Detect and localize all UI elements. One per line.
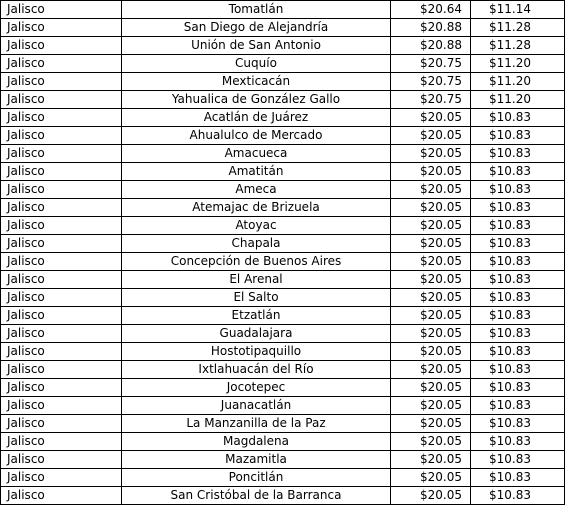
municipality-cell: Cuquío	[122, 55, 391, 73]
table-row	[1, 73, 565, 91]
secondary-price-cell: $11.20	[471, 91, 565, 109]
secondary-price-cell: $10.83	[471, 343, 565, 361]
secondary-price-cell: $10.83	[471, 487, 565, 505]
table-row	[1, 37, 565, 55]
municipality-cell: San Diego de Alejandría	[122, 19, 391, 37]
price-cell: $20.05	[391, 109, 471, 127]
price-cell: $20.05	[391, 163, 471, 181]
municipality-cell: Jocotepec	[122, 379, 391, 397]
price-cell: $20.05	[391, 433, 471, 451]
secondary-price-cell: $10.83	[471, 325, 565, 343]
price-cell: $20.88	[391, 19, 471, 37]
table-row	[1, 415, 565, 433]
municipality-cell: Ameca	[122, 181, 391, 199]
price-cell: $20.05	[391, 469, 471, 487]
price-cell: $20.88	[391, 37, 471, 55]
secondary-price-cell: $10.83	[471, 415, 565, 433]
state-cell: Jalisco	[1, 487, 122, 505]
table-row	[1, 127, 565, 145]
secondary-price-cell: $10.83	[471, 469, 565, 487]
state-cell: Jalisco	[1, 145, 122, 163]
price-cell: $20.75	[391, 55, 471, 73]
state-cell: Jalisco	[1, 307, 122, 325]
secondary-price-cell: $10.83	[471, 199, 565, 217]
state-cell: Jalisco	[1, 271, 122, 289]
municipality-cell: Etzatlán	[122, 307, 391, 325]
municipality-cell: Yahualica de González Gallo	[122, 91, 391, 109]
secondary-price-cell: $11.14	[471, 1, 565, 19]
state-cell: Jalisco	[1, 325, 122, 343]
municipality-cell: Ahualulco de Mercado	[122, 127, 391, 145]
municipality-cell: Amacueca	[122, 145, 391, 163]
municipality-cell: Chapala	[122, 235, 391, 253]
secondary-price-cell: $10.83	[471, 433, 565, 451]
price-cell: $20.64	[391, 1, 471, 19]
secondary-price-cell: $10.83	[471, 289, 565, 307]
state-cell: Jalisco	[1, 73, 122, 91]
municipality-cell: Acatlán de Juárez	[122, 109, 391, 127]
secondary-price-cell: $10.83	[471, 235, 565, 253]
price-cell: $20.05	[391, 379, 471, 397]
table-row	[1, 487, 565, 505]
state-cell: Jalisco	[1, 397, 122, 415]
municipality-cell: Mazamitla	[122, 451, 391, 469]
price-cell: $20.05	[391, 343, 471, 361]
state-cell: Jalisco	[1, 433, 122, 451]
table-row	[1, 235, 565, 253]
state-cell: Jalisco	[1, 199, 122, 217]
table-row	[1, 19, 565, 37]
state-cell: Jalisco	[1, 91, 122, 109]
table-row	[1, 343, 565, 361]
state-cell: Jalisco	[1, 469, 122, 487]
price-cell: $20.05	[391, 361, 471, 379]
secondary-price-cell: $10.83	[471, 379, 565, 397]
price-cell: $20.05	[391, 397, 471, 415]
secondary-price-cell: $10.83	[471, 451, 565, 469]
municipality-cell: Guadalajara	[122, 325, 391, 343]
price-table-body	[1, 1, 565, 505]
state-cell: Jalisco	[1, 289, 122, 307]
table-row	[1, 91, 565, 109]
state-cell: Jalisco	[1, 253, 122, 271]
table-row	[1, 469, 565, 487]
municipality-cell: Amatitán	[122, 163, 391, 181]
municipality-cell: La Manzanilla de la Paz	[122, 415, 391, 433]
table-row	[1, 199, 565, 217]
state-cell: Jalisco	[1, 379, 122, 397]
municipality-cell: San Cristóbal de la Barranca	[122, 487, 391, 505]
municipality-cell: El Arenal	[122, 271, 391, 289]
price-cell: $20.05	[391, 271, 471, 289]
state-cell: Jalisco	[1, 415, 122, 433]
table-row	[1, 451, 565, 469]
secondary-price-cell: $10.83	[471, 217, 565, 235]
secondary-price-cell: $10.83	[471, 361, 565, 379]
secondary-price-cell: $10.83	[471, 397, 565, 415]
secondary-price-cell: $10.83	[471, 145, 565, 163]
state-cell: Jalisco	[1, 1, 122, 19]
state-cell: Jalisco	[1, 55, 122, 73]
secondary-price-cell: $10.83	[471, 127, 565, 145]
state-cell: Jalisco	[1, 37, 122, 55]
table-row	[1, 307, 565, 325]
municipality-cell: Unión de San Antonio	[122, 37, 391, 55]
price-cell: $20.05	[391, 145, 471, 163]
municipality-cell: Ixtlahuacán del Río	[122, 361, 391, 379]
table-row	[1, 163, 565, 181]
table-row	[1, 145, 565, 163]
price-cell: $20.05	[391, 199, 471, 217]
table-row	[1, 55, 565, 73]
state-cell: Jalisco	[1, 343, 122, 361]
price-cell: $20.05	[391, 181, 471, 199]
secondary-price-cell: $10.83	[471, 271, 565, 289]
secondary-price-cell: $11.20	[471, 55, 565, 73]
table-row	[1, 217, 565, 235]
table-row	[1, 271, 565, 289]
table-row	[1, 289, 565, 307]
price-cell: $20.75	[391, 91, 471, 109]
price-cell: $20.05	[391, 451, 471, 469]
municipality-cell: Mexticacán	[122, 73, 391, 91]
price-cell: $20.05	[391, 415, 471, 433]
price-cell: $20.05	[391, 325, 471, 343]
table-row	[1, 433, 565, 451]
municipality-cell: Atemajac de Brizuela	[122, 199, 391, 217]
municipality-cell: Atoyac	[122, 217, 391, 235]
price-cell: $20.05	[391, 253, 471, 271]
secondary-price-cell: $11.28	[471, 19, 565, 37]
table-row	[1, 181, 565, 199]
state-cell: Jalisco	[1, 361, 122, 379]
state-cell: Jalisco	[1, 19, 122, 37]
municipality-cell: Tomatlán	[122, 1, 391, 19]
secondary-price-cell: $10.83	[471, 181, 565, 199]
price-cell: $20.75	[391, 73, 471, 91]
price-cell: $20.05	[391, 235, 471, 253]
secondary-price-cell: $11.28	[471, 37, 565, 55]
municipality-cell: Magdalena	[122, 433, 391, 451]
price-cell: $20.05	[391, 217, 471, 235]
price-cell: $20.05	[391, 127, 471, 145]
state-cell: Jalisco	[1, 163, 122, 181]
table-row	[1, 253, 565, 271]
price-cell: $20.05	[391, 289, 471, 307]
municipality-cell: Poncitlán	[122, 469, 391, 487]
secondary-price-cell: $10.83	[471, 163, 565, 181]
table-row	[1, 379, 565, 397]
state-cell: Jalisco	[1, 217, 122, 235]
secondary-price-cell: $10.83	[471, 307, 565, 325]
price-cell: $20.05	[391, 307, 471, 325]
secondary-price-cell: $10.83	[471, 253, 565, 271]
table-row	[1, 109, 565, 127]
state-cell: Jalisco	[1, 127, 122, 145]
secondary-price-cell: $11.20	[471, 73, 565, 91]
state-cell: Jalisco	[1, 235, 122, 253]
table-row	[1, 325, 565, 343]
state-cell: Jalisco	[1, 451, 122, 469]
table-row	[1, 397, 565, 415]
municipality-cell: El Salto	[122, 289, 391, 307]
table-row	[1, 1, 565, 19]
secondary-price-cell: $10.83	[471, 109, 565, 127]
state-cell: Jalisco	[1, 181, 122, 199]
table-row	[1, 361, 565, 379]
state-cell: Jalisco	[1, 109, 122, 127]
price-cell: $20.05	[391, 487, 471, 505]
municipality-cell: Concepción de Buenos Aires	[122, 253, 391, 271]
municipality-cell: Juanacatlán	[122, 397, 391, 415]
municipality-cell: Hostotipaquillo	[122, 343, 391, 361]
